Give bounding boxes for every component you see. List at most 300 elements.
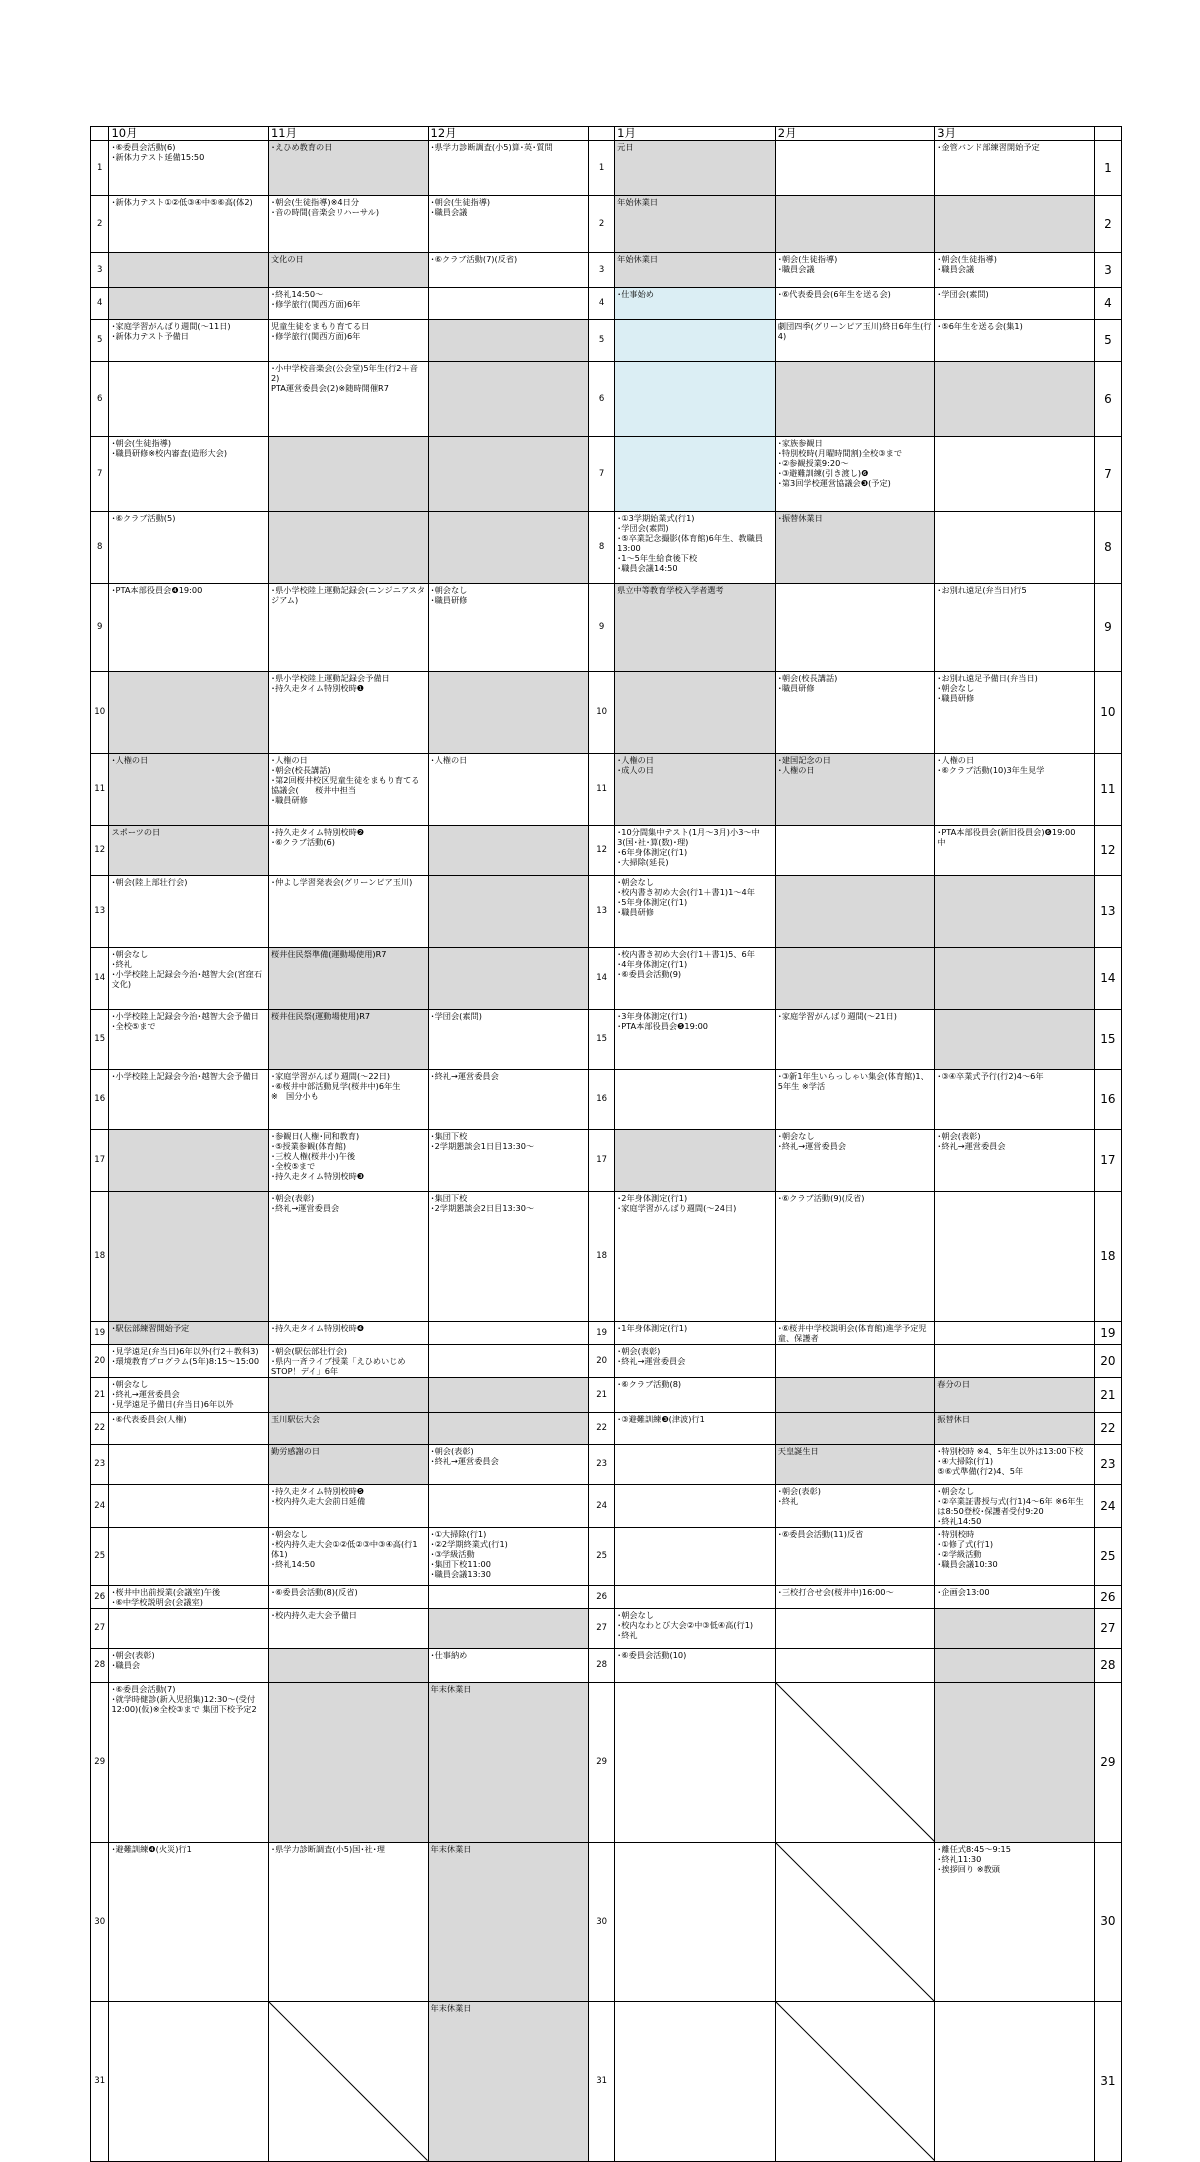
day-number: 5 [91,320,109,362]
event-text: 年末休業日 [430,1843,472,1854]
day-row [91,253,1122,288]
event-text: ･PTA本部役員会(新旧役員会)❻19:00 中 [937,827,1076,847]
event-cell [935,196,1095,253]
event-cell [615,1345,776,1378]
event-cell [615,1586,776,1609]
event-cell [268,948,428,1010]
event-cell [428,437,589,512]
event-cell [615,437,776,512]
event-cell [615,1528,776,1586]
day-row [91,1683,1122,1843]
event-cell [775,437,935,512]
event-cell [775,1445,935,1485]
event-cell [615,1445,776,1485]
event-cell [268,1322,428,1345]
event-text: ･持久走タイム特別校時❺ ･校内持久走大会前日延備 [270,1486,366,1506]
event-text: ･新体力テスト①②低③④中⑤⑥高(体2) [111,197,253,207]
event-text: 年末休業日 [430,2003,472,2014]
day-number: 20 [589,1345,615,1378]
day-number: 27 [589,1609,615,1649]
event-cell [428,1649,589,1683]
event-cell [615,1485,776,1528]
day-number: 25 [589,1528,615,1586]
event-text: ･人権の日 [430,755,468,765]
day-number: 22 [589,1413,615,1445]
event-text: 年始休業日 [617,254,659,264]
event-cell [268,253,428,288]
event-cell [109,876,269,948]
event-text: ･朝会(駅伝部壮行会) ･県内一斉ライブ授業「えひめいじめSTOP！デイ」6年 [270,1346,406,1376]
event-cell [109,1010,269,1070]
day-row [91,1609,1122,1649]
event-cell [428,1130,589,1192]
event-cell [775,1070,935,1130]
event-text: ･朝会なし ･②卒業証書授与式(行1)4～6年 ※6年生は8:50登校･保護者受付9:20 ･終礼14:50 [937,1486,1084,1526]
event-cell [428,1683,589,1843]
event-text: ･お別れ遠足(弁当日)行5 [937,585,1027,595]
event-cell [615,754,776,826]
day-number: 26 [91,1586,109,1609]
event-cell [935,672,1095,754]
day-number: 17 [589,1130,615,1192]
event-cell [268,288,428,320]
event-text: ･終礼14:50～ ･修学旅行(関西方面)6年 [270,289,361,309]
event-text: ･終礼→運営委員会 [430,1071,499,1081]
day-number: 31 [91,2002,109,2162]
event-text: ･⑤6年生を送る会(集1) [937,321,1023,331]
event-cell [268,1528,428,1586]
event-text: ･⑥委員会活動(7) ･就学時健診(新入児招集)12:30～(受付12:00)(仮)※全校③まで 集団下校予定2 [111,1684,257,1714]
event-cell [615,1649,776,1683]
event-cell [428,1413,589,1445]
event-cell [775,1609,935,1649]
day-number: 2 [1094,196,1121,253]
month-header: 2月 [775,127,935,141]
event-text: ･えひめ教育の日 [270,142,333,152]
event-text: ･振替休業日 [777,513,823,523]
event-text: ･①大掃除(行1) ･②2学期終業式(行1) ･③学級活動 ･集団下校11:00 ･職員会議13:30 [430,1529,508,1579]
day-number: 15 [589,1010,615,1070]
event-cell [109,437,269,512]
event-text: ･持久走タイム特別校時❹ [270,1323,365,1333]
event-cell [428,1528,589,1586]
event-cell [268,1445,428,1485]
event-cell [615,1010,776,1070]
event-text: ･人権の日 ･⑥クラブ活動(10)3年生見学 [937,755,1045,775]
day-number: 4 [91,288,109,320]
event-cell [775,253,935,288]
day-row [91,320,1122,362]
event-text: 桜井住民祭(運動場使用)R7 [270,1011,371,1021]
event-text: ･仲よし学習発表会(グリーンピア玉川) [270,877,413,887]
event-text: ･特別校時 ※4、5年生以外は13:00下校 ･④大掃除(行1) ⑤⑥式準備(行2)4、5年 [937,1446,1084,1476]
event-text: ･人権の日 ･朝会(校長講話) ･第2回桜井校区児童生徒をまもり育てる協議会( 桜井中担当 ･職員研修 [270,755,420,805]
day-row [91,1192,1122,1322]
event-cell [268,1130,428,1192]
event-cell [268,320,428,362]
day-row [91,754,1122,826]
day-number: 9 [589,584,615,672]
event-cell [775,1649,935,1683]
event-cell [428,876,589,948]
day-number: 5 [589,320,615,362]
day-number: 20 [91,1345,109,1378]
day-number: 28 [589,1649,615,1683]
event-cell [775,672,935,754]
event-cell [109,1842,269,2002]
day-number: 8 [91,512,109,584]
event-cell [428,2002,589,2162]
day-number: 24 [91,1485,109,1528]
day-row [91,1842,1122,2002]
day-row [91,1586,1122,1609]
event-cell [109,1609,269,1649]
day-number: 2 [91,196,109,253]
event-cell [109,1378,269,1413]
event-cell [935,1683,1095,1843]
event-text: ･①3学期始業式(行1) ･学団会(素問) ･⑤卒業記念撮影(体育館)6年生、教職員13:00 ･1～5年生給食後下校 ･職員会議14:50 [617,513,763,573]
event-text: ･駅伝部練習開始予定 [111,1323,190,1333]
event-cell [428,253,589,288]
day-row [91,826,1122,876]
day-number: 1 [91,141,109,196]
event-cell [615,253,776,288]
event-cell [615,1842,776,2002]
event-cell [428,512,589,584]
event-text: ･朝会なし ･終礼→運営委員会 [777,1131,847,1151]
event-text: 文化の日 [270,254,304,264]
day-number: 4 [1094,288,1121,320]
event-text: ･朝会(生徒指導) ･職員会議 [777,254,838,274]
day-number: 11 [589,754,615,826]
event-cell [268,1378,428,1413]
day-number: 9 [1094,584,1121,672]
event-cell [268,1649,428,1683]
day-number: 29 [91,1683,109,1843]
day-number: 13 [589,876,615,948]
event-text: ･朝会(生徒指導)※4日分 ･音の時間(音楽会リハーサル) [270,197,380,217]
day-row [91,584,1122,672]
day-number: 18 [91,1192,109,1322]
header-blank [1094,127,1121,141]
event-cell [428,948,589,1010]
event-cell [615,362,776,437]
day-row [91,1010,1122,1070]
event-cell [935,1413,1095,1445]
event-cell [109,1485,269,1528]
event-text: 児童生徒をまもり育てる日 ･修学旅行(関西方面)6年 [270,321,370,341]
event-cell [775,141,935,196]
event-cell [615,1070,776,1130]
day-number: 28 [91,1649,109,1683]
event-cell [428,672,589,754]
header-blank [91,127,109,141]
day-number: 9 [91,584,109,672]
event-text: ･朝会なし ･校内持久走大会①②低②③中③④高(行1体1) ･終礼14:50 [270,1529,418,1569]
event-cell [615,672,776,754]
day-number: 12 [1094,826,1121,876]
month-header: 10月 [109,127,269,141]
event-cell [775,362,935,437]
event-text: ･小学校陸上記録会今治･越智大会予備日 [111,1071,259,1081]
event-text: ･⑥代表委員会(6年生を送る会) [777,289,891,299]
diagonal-strike [776,2002,935,2161]
event-text: ･朝会(生徒指導) ･職員研修※校内審査(造形大会) [111,438,228,458]
event-text: ･朝会なし ･校内なわとび大会②中③低④高(行1) ･終礼 [617,1610,754,1640]
event-cell [428,141,589,196]
day-number: 20 [1094,1345,1121,1378]
event-cell [935,1649,1095,1683]
day-number: 30 [91,1842,109,2002]
event-text: 年始休業日 [617,197,659,207]
day-number: 7 [589,437,615,512]
event-text: ･家族参観日 ･特別校時(月曜時間割)全校③まで ･②参観授業9:20～ ･③避難訓練(引き渡し)❻ ･第3回学校運営協議会❸(予定) [777,438,903,488]
event-text: 県立中等教育学校入学者選考 [617,585,724,595]
event-cell [935,876,1095,948]
day-number: 31 [1094,2002,1121,2162]
event-cell [268,754,428,826]
event-text: ･県学力診断調査(小5)国･社･理 [270,1843,385,1854]
event-text: ･桜井中出前授業(会議室)午後 ･⑥中学校説明会(会議室) [111,1587,221,1607]
event-cell [935,320,1095,362]
day-row [91,948,1122,1010]
day-number: 15 [91,1010,109,1070]
day-number: 27 [91,1609,109,1649]
month-header: 11月 [268,127,428,141]
event-text: ･朝会(表彰) ･終礼→運営委員会 [617,1346,686,1366]
event-text: ･⑥桜井中学校説明会(体育館)進学予定児童、保護者 [777,1323,927,1343]
event-cell [109,1322,269,1345]
day-number: 10 [1094,672,1121,754]
event-text: ･10分間集中テスト(1月～3月)小3～中3(国･社･算(数)･理) ･6年身体測定(行1) ･大掃除(延長) [617,827,760,867]
day-number: 23 [1094,1445,1121,1485]
event-cell [428,1586,589,1609]
event-text: ･⑥クラブ活動(8) [617,1379,682,1389]
day-number: 14 [589,948,615,1010]
event-cell [615,584,776,672]
event-cell [615,1683,776,1843]
event-text: ･学団会(素問) [430,1011,482,1021]
day-number: 22 [1094,1413,1121,1445]
day-number: 26 [1094,1586,1121,1609]
event-cell [268,141,428,196]
day-number: 23 [91,1445,109,1485]
event-cell [109,141,269,196]
event-text: ･家庭学習がんばり週間(～21日) [777,1011,897,1021]
event-cell [775,2002,935,2162]
event-text: ･お別れ遠足予備日(弁当日) ･朝会なし ･職員研修 [937,673,1038,703]
day-number: 15 [1094,1010,1121,1070]
event-cell [109,196,269,253]
day-row [91,1378,1122,1413]
event-cell [775,320,935,362]
event-cell [109,253,269,288]
day-number: 2 [589,196,615,253]
event-cell [109,288,269,320]
event-cell [775,196,935,253]
day-number: 16 [589,1070,615,1130]
day-number: 5 [1094,320,1121,362]
event-cell [935,1528,1095,1586]
event-text: 振替休日 [937,1414,971,1424]
event-text: ･学団会(素問) [937,289,989,299]
event-text: ･家庭学習がんばり週間(～22日) ･⑥桜井中部活動見学(桜井中)6年生 ※ 国分小も [270,1071,401,1101]
day-row [91,1130,1122,1192]
event-text: ･朝会なし ･終礼→運営委員会 ･見学遠足予備日(弁当日)6年以外 [111,1379,234,1409]
event-text: ･見学遠足(弁当日)6年以外(行2＋教科3) ･環境教育プログラム(5年)8:15～15:00 [111,1346,260,1366]
day-row [91,1413,1122,1445]
event-cell [775,1322,935,1345]
event-cell [615,1192,776,1322]
event-text: 勤労感謝の日 [270,1446,321,1456]
event-cell [428,1485,589,1528]
day-number: 21 [91,1378,109,1413]
day-number: 28 [1094,1649,1121,1683]
event-cell [268,362,428,437]
event-cell [428,320,589,362]
event-cell [935,437,1095,512]
event-cell [775,1378,935,1413]
event-text: 天皇誕生日 [777,1446,819,1456]
event-cell [935,754,1095,826]
event-text: ･金管バンド部練習開始予定 [937,142,1040,152]
event-text: ･仕事納め [430,1650,468,1660]
day-number: 7 [91,437,109,512]
event-cell [935,1586,1095,1609]
day-number: 14 [91,948,109,1010]
event-cell [935,512,1095,584]
event-cell [268,2002,428,2162]
event-cell [109,1445,269,1485]
day-number: 12 [91,826,109,876]
day-row [91,1345,1122,1378]
event-cell [775,1010,935,1070]
event-cell [615,948,776,1010]
event-cell [615,320,776,362]
month-header: 1月 [615,127,776,141]
event-text: ･PTA本部役員会❹19:00 [111,585,203,595]
event-cell [935,948,1095,1010]
event-cell [428,1842,589,2002]
event-cell [615,1609,776,1649]
event-cell [935,1130,1095,1192]
event-text: ･離任式8:45～9:15 ･終礼11:30 ･挨拶回り ※教頭 [937,1843,1011,1874]
event-text: 玉川駅伝大会 [270,1414,321,1424]
event-text: ･県学力診断調査(小5)算･英･質問 [430,142,553,152]
event-text: ･朝会なし ･職員研修 [430,585,468,605]
day-number: 14 [1094,948,1121,1010]
event-text: ･小学校陸上記録会今治･越智大会予備日 ･全校⑤まで [111,1011,259,1031]
day-number: 25 [1094,1528,1121,1586]
event-cell [935,1010,1095,1070]
event-cell [615,1130,776,1192]
event-cell [428,1010,589,1070]
event-cell [935,141,1095,196]
event-cell [775,584,935,672]
day-number: 6 [91,362,109,437]
day-number: 21 [589,1378,615,1413]
event-cell [428,1445,589,1485]
event-cell [109,1649,269,1683]
event-text: ･集団下校 ･2学期懇談会2日目13:30～ [430,1193,535,1213]
event-text: ･2年身体測定(行1) ･家庭学習がんばり週間(～24日) [617,1193,737,1213]
diagonal-strike [776,1843,935,2002]
event-cell [109,1070,269,1130]
event-cell [615,288,776,320]
day-row [91,1322,1122,1345]
event-cell [428,1609,589,1649]
event-cell [935,1842,1095,2002]
day-number: 1 [1094,141,1121,196]
event-cell [428,754,589,826]
event-cell [109,754,269,826]
event-cell [109,1130,269,1192]
day-number: 25 [91,1528,109,1586]
day-number: 3 [589,253,615,288]
event-text: 劇団四季(グリーンピア玉川)終日6年生(行4) [777,321,932,341]
event-cell [615,826,776,876]
event-cell [268,1485,428,1528]
event-cell [268,1010,428,1070]
event-cell [935,826,1095,876]
day-number: 19 [1094,1322,1121,1345]
day-row [91,1485,1122,1528]
event-cell [775,948,935,1010]
month-header: 12月 [428,127,589,141]
event-cell [615,876,776,948]
event-cell [109,1192,269,1322]
day-number: 16 [1094,1070,1121,1130]
event-cell [775,1413,935,1445]
diagonal-strike [269,2002,428,2161]
day-row [91,196,1122,253]
day-number: 11 [1094,754,1121,826]
event-cell [109,584,269,672]
event-cell [268,1842,428,2002]
event-text: ･朝会(表彰) ･終礼→運営委員会 [430,1446,499,1466]
day-number: 1 [589,141,615,196]
event-cell [775,1345,935,1378]
day-row [91,1445,1122,1485]
event-cell [268,1345,428,1378]
event-text: ･人権の日 [111,755,149,765]
event-text: ･朝会(表彰) ･終礼 [777,1486,821,1506]
event-cell [268,1609,428,1649]
event-cell [775,754,935,826]
event-cell [935,253,1095,288]
event-cell [109,826,269,876]
day-number: 17 [91,1130,109,1192]
event-cell [428,1192,589,1322]
event-cell [109,320,269,362]
day-number: 19 [91,1322,109,1345]
event-cell [935,1322,1095,1345]
event-text: ･朝会(表彰) ･職員会 [111,1650,155,1670]
day-number: 7 [1094,437,1121,512]
event-text: ･校内書き初め大会(行1＋書1)5、6年 ･4年身体測定(行1) ･⑥委員会活動(9) [617,949,755,979]
day-number: 24 [589,1485,615,1528]
day-number: 16 [91,1070,109,1130]
event-text: ･県小学校陸上運動記録会予備日 ･持久走タイム特別校時❶ [270,673,390,693]
event-text: ･⑥クラブ活動(7)(反省) [430,254,518,264]
event-cell [428,362,589,437]
event-text: ･3年身体測定(行1) ･PTA本部役員会❺19:00 [617,1011,709,1031]
event-cell [775,512,935,584]
day-row [91,362,1122,437]
event-text: ･⑥委員会活動(11)反省 [777,1529,864,1539]
event-cell [935,1485,1095,1528]
event-text: ･三校打合せ会(桜井中)16:00～ [777,1587,894,1597]
